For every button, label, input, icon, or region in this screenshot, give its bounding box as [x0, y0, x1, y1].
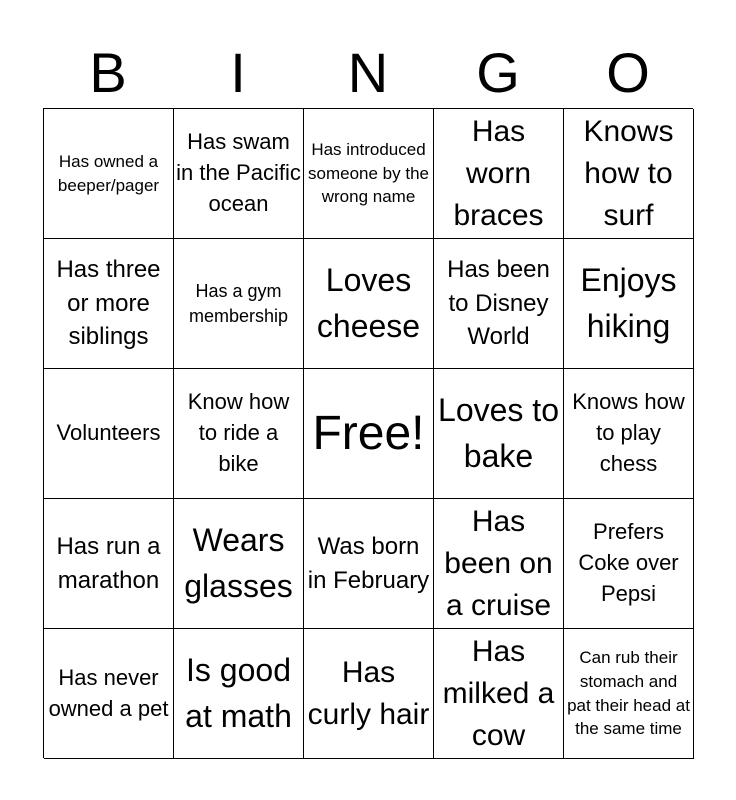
bingo-cell-r2-b[interactable]: Has three or more siblings [44, 239, 174, 369]
bingo-cell-r3-b[interactable]: Volunteers [44, 369, 174, 499]
bingo-cell-r1-n[interactable]: Has introduced someone by the wrong name [304, 109, 434, 239]
bingo-cell-r3-i[interactable]: Know how to ride a bike [174, 369, 304, 499]
bingo-cell-r5-n[interactable]: Has curly hair [304, 629, 434, 759]
bingo-cell-r2-i[interactable]: Has a gym membership [174, 239, 304, 369]
bingo-cell-r1-i[interactable]: Has swam in the Pacific ocean [174, 109, 304, 239]
bingo-cell-r1-o[interactable]: Knows how to surf [564, 109, 694, 239]
bingo-cell-r2-o[interactable]: Enjoys hiking [564, 239, 694, 369]
bingo-cell-r5-b[interactable]: Has never owned a pet [44, 629, 174, 759]
bingo-cell-r5-o[interactable]: Can rub their stomach and pat their head at the same time [564, 629, 694, 759]
bingo-cell-r1-b[interactable]: Has owned a beeper/pager [44, 109, 174, 239]
bingo-cell-r4-n[interactable]: Was born in February [304, 499, 434, 629]
bingo-cell-r2-g[interactable]: Has been to Disney World [434, 239, 564, 369]
header-letter-o: O [606, 41, 650, 104]
bingo-cell-r1-g[interactable]: Has worn braces [434, 109, 564, 239]
bingo-cell-r4-b[interactable]: Has run a marathon [44, 499, 174, 629]
bingo-cell-r3-o[interactable]: Knows how to play chess [564, 369, 694, 499]
bingo-board [43, 108, 693, 758]
header-letter-g: G [476, 41, 520, 104]
bingo-cell-r2-n[interactable]: Loves cheese [304, 239, 434, 369]
bingo-cell-r5-i[interactable]: Is good at math [174, 629, 304, 759]
bingo-cell-r3-g[interactable]: Loves to bake [434, 369, 564, 499]
header-letter-n: N [347, 41, 389, 104]
bingo-cell-r5-g[interactable]: Has milked a cow [434, 629, 564, 759]
header-letter-i: I [230, 41, 246, 104]
bingo-cell-free[interactable]: Free! [304, 369, 434, 499]
bingo-cell-r4-i[interactable]: Wears glasses [174, 499, 304, 629]
bingo-header [43, 40, 693, 106]
header-letter-b: B [89, 41, 127, 104]
bingo-cell-r4-o[interactable]: Prefers Coke over Pepsi [564, 499, 694, 629]
bingo-cell-r4-g[interactable]: Has been on a cruise [434, 499, 564, 629]
